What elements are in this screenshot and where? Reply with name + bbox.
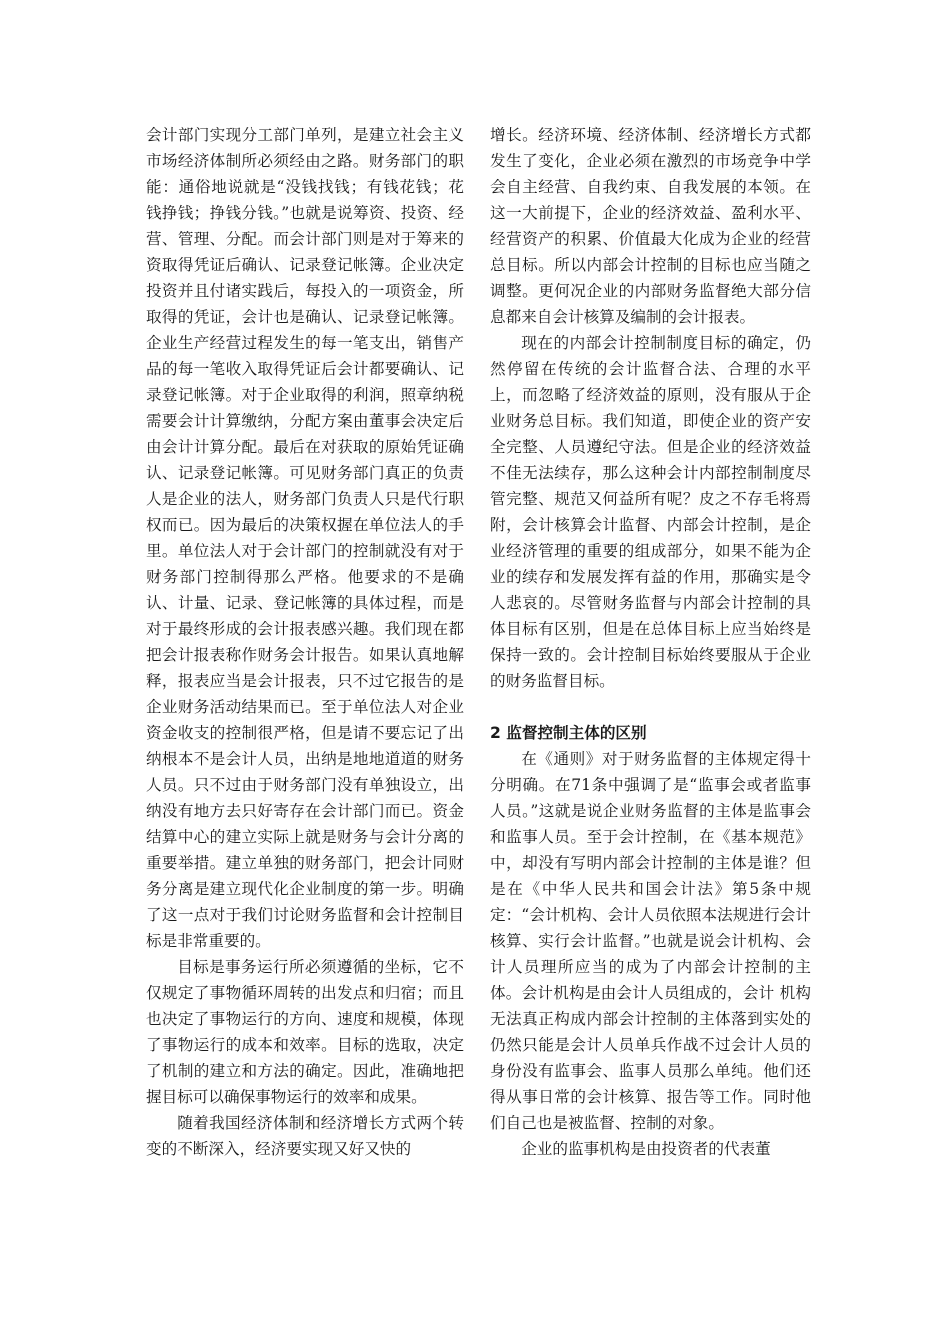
paragraph: 增长。经济环境、经济体制、经济增长方式都发生了变化，企业必须在激烈的市场竞争中学会自主经营、自我约束、自我发展的本领。在这一大前提下，企业的经济效益、盈利水平、经营资产的积累、价值最大化成为企业的经营总目标。所以内部会计控制的目标也应当随之调整。更何况企业的内部财务监督绝大部分信息都来自会计核算及编制的会计报表。 xyxy=(490,126,811,326)
paragraph: 企业的监事机构是由投资者的代表董 xyxy=(521,1140,771,1158)
section-spacer xyxy=(490,694,811,720)
left-column xyxy=(146,122,464,1162)
paragraph: 随着我国经济体制和经济增长方式两个转变的不断深入，经济要实现又好又快的 xyxy=(146,1114,464,1158)
section-heading: 2 监督控制主体的区别 xyxy=(490,724,647,742)
paragraph: 在《通则》对于财务监督的主体规定得十分明确。在71条中强调了是“监事会或者监事人员。”这就是说企业财务监督的主体是监事会和监事人员。至于会计控制，在《基本规范》中，却没有写明内部会计控制的主体是谁？但是在《中华人民共和国会计法》第5条中规定：“会计机构、会计人员依照本法规进行会计核算、实行会计监督。”也就是说会计机构、会计人员理所应当的成为了内部会计控制的主体。会计机构是由会计人员组成的，会计 机构无法真正构成内部会计控制的主体落到实处的仍然只能是会计人员单兵作战不过会计人员的身份没有监事会、监事人员那么单纯。他们还得从事日常的会计核算、报告等工作。同时他们自己也是被监督、控制的对象。 xyxy=(490,750,811,1132)
paragraph: 现在的内部会计控制制度目标的确定，仍然停留在传统的会计监督合法、合理的水平上，而忽略了经济效益的原则，没有服从于企业财务总目标。我们知道，即使企业的资产安全完整、人员遵纪守法。但是企业的经济效益不佳无法续存，那么这种会计内部控制制度尽管完整、规范又何益所有呢？皮之不存毛将焉附，会计核算会计监督、内部会计控制，是企业经济管理的重要的组成部分，如果不能为企业的续存和发展发挥有益的作用，那确实是令人悲哀的。尽管财务监督与内部会计控制的具体目标有区别，但是在总体目标上应当始终是保持一致的。会计控制目标始终要服从于企业的财务监督目标。 xyxy=(490,334,811,690)
paragraph: 目标是事务运行所必须遵循的坐标，它不仅规定了事物循环周转的出发点和归宿；而且也决定了事物运行的方向、速度和规模，体现了事物运行的成本和效率。目标的选取，决定了机制的建立和方法的确定。因此，准确地把握目标可以确保事物运行的效率和成果。 xyxy=(146,958,464,1106)
right-column xyxy=(490,122,811,1162)
paragraph: 会计部门实现分工部门单列，是建立社会主义市场经济体制所必须经由之路。财务部门的职能：通俗地说就是“没钱找钱；有钱花钱；花钱挣钱；挣钱分钱。”也就是说筹资、投资、经营、管理、分配。而会计部门则是对于筹来的资取得凭证后确认、记录登记帐簿。企业决定投资并且付诸实践后，每投入的一项资金，所取得的凭证，会计也是确认、记录登记帐簿。企业生产经营过程发生的每一笔支出，销售产品的每一笔收入取得凭证后会计都要确认、记录登记帐簿。对于企业取得的利润，照章纳税需要会计计算缴纳，分配方案由董事会决定后由会计计算分配。最后在对获取的原始凭证确认、记录登记帐簿。可见财务部门真正的负责人是企业的法人，财务部门负责人只是代行职权而已。因为最后的决策权握在单位法人的手里。单位法人对于会计部门的控制就没有对于财务部门控制得那么严格。他要求的不是确认、计量、记录、登记帐簿的具体过程，而是对于最终形成的会计报表感兴趣。我们现在都把会计报表称作财务会计报告。如果认真地解释，报表应当是会计报表，只不过它报告的是企业财务活动结果而已。至于单位法人对企业资金收支的控制很严格，但是请不要忘记了出纳根本不是会计人员，出纳是地地道道的财务人员。只不过由于财务部门没有单独设立，出纳没有地方去只好寄存在会计部门而已。资金结算中心的建立实际上就是财务与会计分离的重要举措。建立单独的财务部门，把会计同财务分离是建立现代化企业制度的第一步。明确了这一点对于我们讨论财务监督和会计控制目标是非常重要的。 xyxy=(146,126,464,950)
